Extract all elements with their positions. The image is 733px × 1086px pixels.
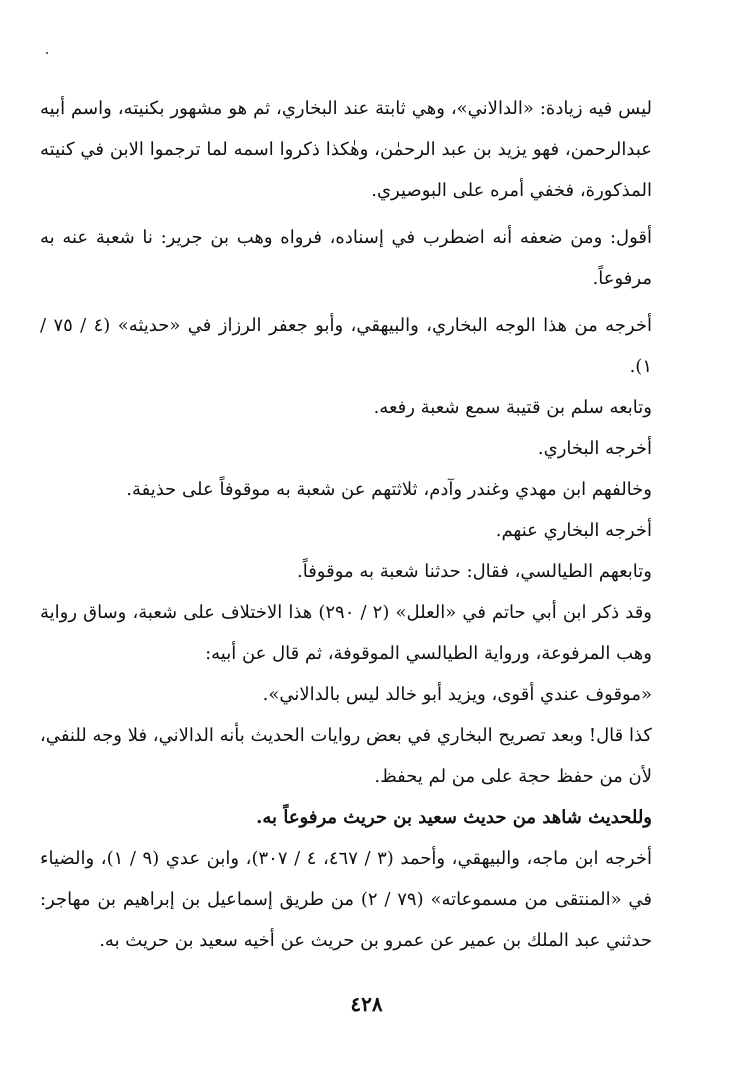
scan-speck bbox=[46, 52, 48, 54]
paragraph-9: وقد ذكر ابن أبي حاتم في «العلل» (٢ / ٢٩٠) هذا الاختلاف على شعبة، وساق رواية وهب المرفوعة، ورواية الطيالسي الموقوفة، ثم قال عن أبيه: bbox=[40, 602, 653, 664]
paragraph-13: أخرجه ابن ماجه، والبيهقي، وأحمد (٣ / ٤٦٧، ٤ / ٣٠٧)، وابن عدي (٩ / ١)، والضياء في «المنتقى من مسموعاته» (٧٩ / ٢) من طريق إسماعيل بن إبراهيم بن مهاجر: حدثني عبد الملك بن عمير عن عمرو بن حريث عن أخيه سعيد بن حريث به. bbox=[40, 848, 652, 951]
paragraph-3: أخرجه من هذا الوجه البخاري، والبيهقي، وأبو جعفر الرزاز في «حديثه» (٤ / ٧٥ / ١). bbox=[40, 315, 652, 377]
paragraph-2: أقول: ومن ضعفه أنه اضطرب في إسناده، فرواه وهب بن جرير: نا شعبة عنه به مرفوعاً. bbox=[40, 227, 652, 289]
paragraph-5: أخرجه البخاري. bbox=[537, 438, 652, 459]
paragraph-10: «موقوف عندي أقوى، ويزيد أبو خالد ليس بالدالاني». bbox=[262, 684, 652, 705]
paragraph-8: وتابعهم الطيالسي، فقال: حدثنا شعبة به موقوفاً. bbox=[296, 561, 652, 582]
paragraph-1: ليس فيه زيادة: «الدالاني»، وهي ثابتة عند البخاري، ثم هو مشهور بكنيته، واسم أبيه عبدالرحمن، فهو يزيد بن عبد الرحمٰن، وهٰكذا ذكروا اسمه لما ترجموا الابن في كنيته المذكورة، فخفي أمره على البوصيري. bbox=[40, 98, 652, 201]
page-number: ٤٢٨ bbox=[350, 992, 383, 1016]
paragraph-11: كذا قال! وبعد تصريح البخاري في بعض روايات الحديث بأنه الدالاني، فلا وجه للنفي، لأن من حفظ حجة على من لم يحفظ. bbox=[40, 725, 652, 787]
paragraph-7: أخرجه البخاري عنهم. bbox=[495, 520, 652, 541]
paragraph-12: وللحديث شاهد من حديث سعيد بن حريث مرفوعاً به. bbox=[256, 807, 652, 828]
document-body bbox=[40, 88, 652, 961]
paragraph-6: وخالفهم ابن مهدي وغندر وآدم، ثلاثتهم عن شعبة به موقوفاً على حذيفة. bbox=[126, 479, 652, 500]
paragraph-4: وتابعه سلم بن قتيبة سمع شعبة رفعه. bbox=[373, 397, 652, 418]
